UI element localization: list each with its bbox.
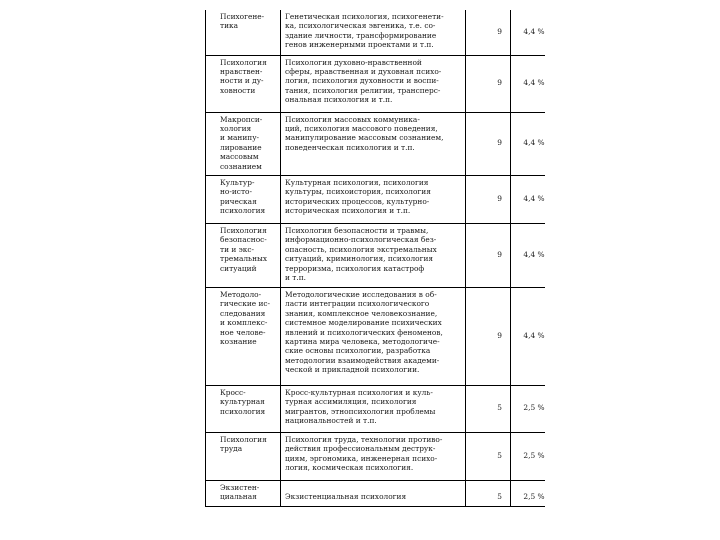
direction-name-cell — [206, 385, 281, 432]
direction-description: Методологические исследования в об- ласти интеграции психологического знания, комплексное человекознание, системное моделирование психических явлений и психологических феноменов, картина мира человека, методологиче- ские основы психологии, разработка методологии взаимодействия академи- ческой и прикладной психологии. — [285, 289, 443, 375]
percent-cell — [511, 175, 546, 223]
direction-name: Экзистен- циальная — [220, 482, 260, 502]
percent-value: 4,4 % — [523, 249, 545, 259]
table-row — [206, 175, 546, 223]
direction-name: Макропси- хология и манипу- лирование массовым сознанием — [220, 114, 263, 171]
hours-value: 9 — [497, 77, 502, 87]
percent-value: 2,5 % — [523, 450, 545, 460]
table-row — [206, 223, 546, 287]
hours-value: 9 — [497, 26, 502, 36]
hours-value: 9 — [497, 249, 502, 259]
direction-description: Психология труда, технологии противо- действия профессиональным деструк- циям, эргономика, инженерная психо- логия, космическая психология. — [285, 434, 443, 473]
direction-name: Психология безопаснос- ти и экс- тремальных ситуаций — [220, 225, 268, 273]
direction-name-cell — [206, 480, 281, 506]
direction-name-cell — [206, 112, 281, 175]
table-row — [206, 55, 546, 112]
direction-description: Психология безопасности и травмы, информационно-психологическая без- опасность, психология экстремальных ситуаций, криминология, психология терроризма, психология катастроф и т.п. — [285, 225, 437, 282]
hours-value: 9 — [497, 330, 502, 340]
percent-cell — [511, 432, 546, 480]
hours-cell — [466, 480, 511, 506]
direction-description-cell — [281, 480, 466, 506]
table-row — [206, 112, 546, 175]
document-page — [205, 10, 545, 510]
hours-cell — [466, 112, 511, 175]
direction-description-cell — [281, 432, 466, 480]
direction-description-cell — [281, 287, 466, 385]
direction-description: Культурная психология, психология культуры, психоистория, психология исторических процессов, культурно- историческая психология и т.п. — [285, 177, 431, 216]
hours-value: 5 — [497, 492, 502, 502]
direction-name: Кросс- культурная психология — [220, 387, 266, 416]
hours-cell — [466, 55, 511, 112]
direction-name: Методоло- гические ис- следования и комплекс- ное челове- кознание — [220, 289, 271, 346]
direction-name-cell — [206, 432, 281, 480]
direction-description: Кросс-культурная психология и куль- турная ассимиляция, психология мигрантов, этнопсихология проблемы национальностей и т.п. — [285, 387, 436, 426]
direction-description-cell — [281, 112, 466, 175]
direction-name: Психология труда — [220, 434, 267, 454]
direction-name-cell — [206, 223, 281, 287]
percent-cell — [511, 55, 546, 112]
table-row — [206, 385, 546, 432]
direction-description-cell — [281, 10, 466, 55]
table-row — [206, 432, 546, 480]
direction-description: Психология духовно-нравственной сферы, нравственная и духовная психо- логия, психология духовности и воспи- тания, психология религии, трансперс- ональная психология и т.п. — [285, 57, 442, 105]
percent-cell — [511, 385, 546, 432]
hours-cell — [466, 223, 511, 287]
direction-name-cell — [206, 175, 281, 223]
percent-value: 4,4 % — [523, 138, 545, 148]
psychology-directions-table — [205, 10, 545, 507]
percent-cell — [511, 223, 546, 287]
direction-description: Генетическая психология, психогенети- ка, психологическая эвгеника, т.е. со- здание личности, трансформирование генов инженерными проектами и т.п. — [285, 12, 444, 50]
table-row — [206, 480, 546, 506]
direction-description-cell — [281, 223, 466, 287]
hours-cell — [466, 10, 511, 55]
hours-cell — [466, 432, 511, 480]
direction-description-cell — [281, 175, 466, 223]
table-row — [206, 10, 546, 55]
percent-value: 4,4 % — [523, 330, 545, 340]
hours-value: 5 — [497, 403, 502, 413]
percent-value: 2,5 % — [523, 492, 545, 502]
direction-name: Психология нравствен- ности и ду- ховности — [220, 57, 267, 95]
direction-description-cell — [281, 385, 466, 432]
direction-name: Культур- но-исто- рическая психология — [220, 177, 266, 216]
direction-description-cell — [281, 55, 466, 112]
percent-value: 2,5 % — [523, 403, 545, 413]
hours-value: 9 — [497, 193, 502, 203]
direction-name-cell — [206, 287, 281, 385]
table-row — [206, 287, 546, 385]
direction-description: Психология массовых коммуника- ций, психология массового поведения, манипулирование массовым сознанием, поведенческая психология и т.п. — [285, 114, 444, 152]
percent-cell — [511, 287, 546, 385]
percent-value: 4,4 % — [523, 26, 545, 36]
percent-value: 4,4 % — [523, 77, 545, 87]
hours-cell — [466, 385, 511, 432]
hours-value: 9 — [497, 138, 502, 148]
percent-cell — [511, 10, 546, 55]
percent-cell — [511, 112, 546, 175]
direction-name-cell — [206, 55, 281, 112]
percent-value: 4,4 % — [523, 193, 545, 203]
hours-cell — [466, 287, 511, 385]
hours-cell — [466, 175, 511, 223]
hours-value: 5 — [497, 450, 502, 460]
direction-description: Экзистенциальная психология — [285, 492, 407, 502]
direction-name-cell — [206, 10, 281, 55]
percent-cell — [511, 480, 546, 506]
direction-name: Психогене- тика — [220, 12, 265, 31]
